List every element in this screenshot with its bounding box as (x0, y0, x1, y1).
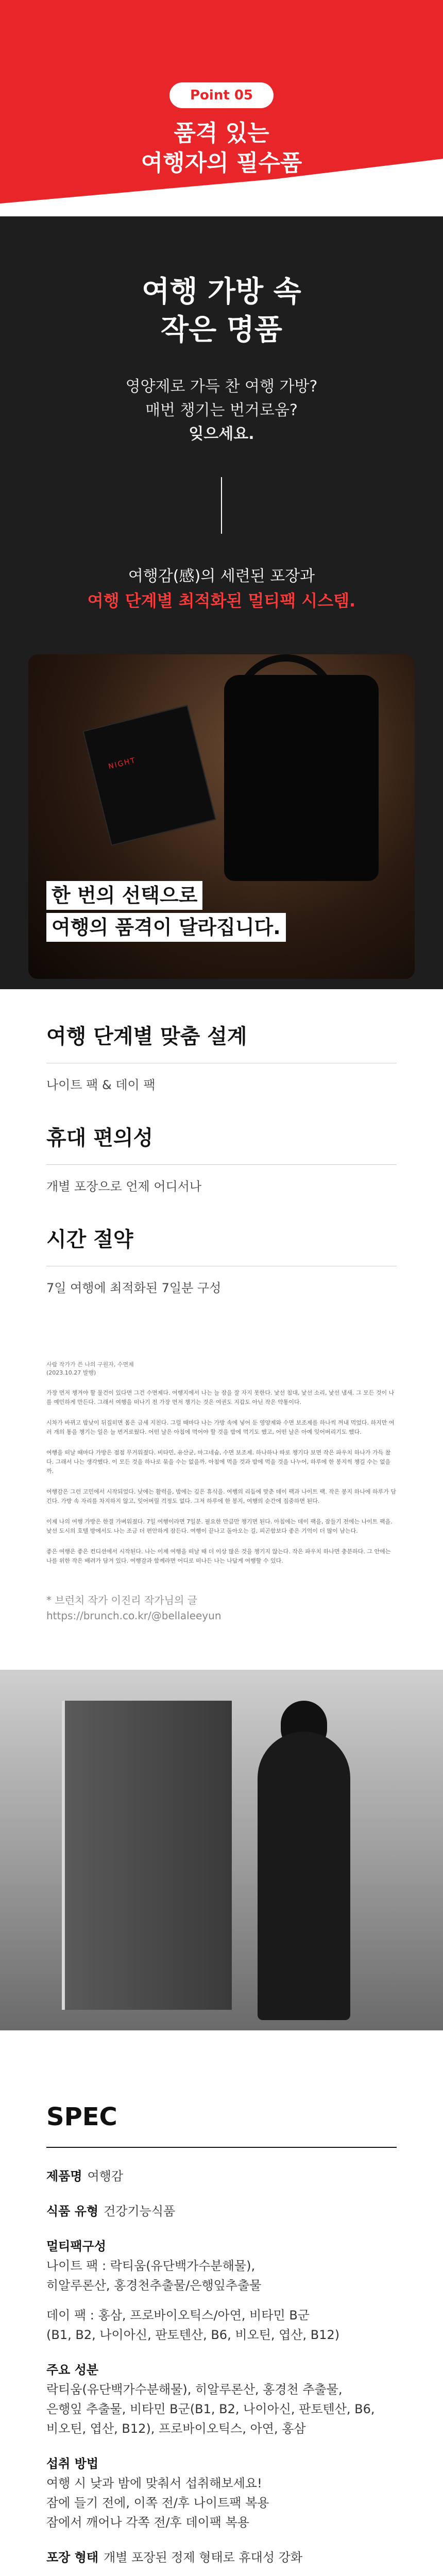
feature-title: 여행 단계별 맞춤 설계 (46, 1025, 247, 1048)
story-paragraph: 이제 나의 여행 가방은 한결 가벼워졌다. 7일 여행이라면 7일분. 필요한 만큼만 챙기면 된다. 아침에는 데이 팩을, 잠들기 전에는 나이트 팩을. 낯선 도시의 호텔 방에서도 나는 조금 더 편안하게 잠든다. 여행이 끝나고 돌아오는 길, 피곤함보다 좋은 기억이 더 많이 남는다. (46, 1518, 393, 1534)
feature-item (46, 1223, 397, 1296)
spec-row (46, 2201, 397, 2221)
spec-value: 비오틴, 엽산, B12), 프로바이오틱스, 아연, 홍삼 (46, 2421, 306, 2436)
spec-section (0, 2030, 443, 2576)
spec-value: 잠에서 깨어나 각쪽 전/후 데이팩 복용 (46, 2515, 249, 2530)
intro-question-line1: 영양제로 가득 찬 여행 가방? (125, 378, 318, 396)
point-badge: Point 05 (169, 82, 274, 108)
spec-divider (46, 2147, 397, 2148)
spec-key: 제품명 (46, 2169, 82, 2183)
night-pouch (82, 705, 216, 846)
spec-value: 나이트 팩 : 락티움(유단백가수분해물), (46, 2259, 255, 2273)
intro-para-line2: 여행 단계별 최적화된 멀티팩 시스템. (87, 591, 356, 611)
spec-value: 은행잎 추출물, 비타민 B군(B1, B2, 나이아신, 판토텐산, B6, (46, 2402, 375, 2416)
spec-row (46, 2454, 397, 2532)
feature-desc: 나이트 팩 & 데이 팩 (46, 1078, 156, 1092)
intro-question (21, 375, 422, 446)
spec-key: 포장 형태 (46, 2550, 99, 2565)
bag-shape (224, 675, 379, 881)
photo-caption-line1: 한 번의 선택으로 (46, 881, 202, 910)
story-meta (46, 1361, 397, 1377)
story-paragraph: 좋은 여행은 좋은 컨디션에서 시작된다. 나는 이제 여행을 떠날 때 더 이상 많은 것을 챙기지 않는다. 작은 파우치 하나면 충분하다. 그 안에는 나를 위한 작은 배려가 담겨 있다. 여행감과 함께라면 어디로 떠나든 나는 나답게 여행할 수 있다. (46, 1548, 391, 1564)
story-paragraph: 가장 먼저 챙겨야 할 물건이 있다면 그건 수면제다. 여행지에서 나는 늘 잠을 잘 자지 못한다. 낯선 침대, 낯선 소리, 낯선 냄새. 그 모든 것이 나를 예민하게 만든다. 그래서 여행을 떠나기 전 가장 먼저 챙기는 것은 여권도 지갑도 아닌 작은 약통이다. (46, 1389, 395, 1405)
intro-question-line2: 매번 챙기는 번거로움? (145, 401, 298, 419)
spec-value: 건강기능식품 (104, 2204, 176, 2218)
spec-value: 여행 시 낮과 밤에 맞춰서 섭취해보세요! (46, 2476, 262, 2490)
features-section (0, 989, 443, 1340)
pouch-label: NIGHT (107, 756, 137, 771)
point-title-line1: 품격 있는 (174, 120, 269, 146)
story-meta-line1: 사람 작가가 쓴 나의 구원자, 수면제 (46, 1361, 134, 1368)
spec-value: (B1, B2, 나이아신, 판토텐산, B6, 비오틴, 엽산, B12) (46, 2328, 340, 2342)
spec-title: SPEC (46, 2103, 117, 2131)
vertical-divider (221, 477, 222, 534)
mirror-shape (62, 1701, 232, 2010)
spec-row (46, 2236, 397, 2345)
mirror-photo (0, 1670, 443, 2030)
feature-title: 휴대 편의성 (46, 1126, 154, 1150)
spec-key: 섭취 방법 (46, 2456, 99, 2471)
story-paragraph: 시차가 바뀌고 밤낮이 뒤집히면 몸은 금세 지친다. 그럴 때마다 나는 가방 속에 넣어 둔 영양제와 수면 보조제를 하나씩 꺼내 먹었다. 하지만 여러 개의 통을 챙기는 일은 늘 번거로웠다. 어떤 날은 아침에 먹어야 할 것을 밤에 먹기도 했고, 어떤 날은 아예 잊어버리기도 했다. (46, 1419, 395, 1435)
story-section (0, 1340, 443, 1587)
point-title (0, 118, 443, 178)
intro-heading-line1: 여행 가방 속 (142, 275, 301, 309)
intro-question-line3: 잊으세요. (189, 425, 254, 443)
spec-value: 여행감 (87, 2169, 124, 2183)
spec-value: 데이 팩 : 홍삼, 프로바이오틱스/아연, 비타민 B군 (46, 2308, 310, 2323)
person-silhouette (258, 1732, 350, 2020)
intro-heading-line2: 작은 명품 (161, 313, 282, 347)
spec-key: 주요 성분 (46, 2363, 99, 2377)
point-title-line2: 여행자의 필수품 (141, 150, 302, 176)
spec-value (46, 2295, 397, 2306)
feature-desc: 7일 여행에 최적화된 7일분 구성 (46, 1281, 222, 1295)
feature-item (46, 1122, 397, 1194)
feature-title: 시간 절약 (46, 1228, 133, 1251)
spec-key: 식품 유형 (46, 2204, 99, 2218)
spec-value: 락티움(유단백가수분해물), 히알루론산, 홍경천 추출물, (46, 2382, 343, 2397)
spec-row (46, 2548, 397, 2567)
spec-value: 개별 포장된 정제 형태로 휴대성 강화 (104, 2550, 302, 2565)
story-paragraph: 여행을 떠날 때마다 가방은 점점 무거워졌다. 비타민, 유산균, 마그네슘, 수면 보조제. 하나하나 따로 챙기다 보면 작은 파우치 하나가 가득 찼다. 그래서 나는 생각했다. 이 모든 것을 하나로 묶을 수는 없을까. 아침에 먹을 것과 밤에 먹을 것을 나누어, 하루에 한 봉지씩 챙길 수는 없을까. (46, 1449, 391, 1475)
intro-heading (21, 273, 422, 349)
author-credit (0, 1587, 443, 1670)
point-banner (0, 0, 443, 216)
credit-link[interactable]: https://brunch.co.kr/@bellaleeyun (46, 1609, 222, 1622)
feature-desc: 개별 포장으로 언제 어디서나 (46, 1179, 202, 1194)
feature-divider (46, 1164, 397, 1165)
spec-row (46, 2360, 397, 2438)
spec-value: 히알루론산, 홍경천추출물/은행잎추출물 (46, 2278, 262, 2293)
feature-item (46, 1020, 397, 1093)
spec-key: 멀티팩구성 (46, 2239, 106, 2253)
photo-caption-line2: 여행의 품격이 달라집니다. (46, 913, 286, 942)
intro-section (0, 216, 443, 654)
spec-rows (46, 2166, 397, 2567)
credit-line: * 브런치 작가 이진리 작가님의 글 (46, 1594, 197, 1606)
story-meta-line2: (2023.10.27 발행) (46, 1369, 96, 1376)
spec-value: 잠에 들기 전에, 이쪽 전/후 나이트팩 복용 (46, 2496, 269, 2510)
photo-caption (46, 881, 286, 942)
intro-para-line1: 여행감(感)의 세련된 포장과 (128, 567, 315, 585)
story-paragraph: 여행감은 그런 고민에서 시작되었다. 낮에는 활력을, 밤에는 깊은 휴식을. 여행의 리듬에 맞춘 데이 팩과 나이트 팩. 작은 봉지 하나에 하루가 담긴다. 가방 속 자리를 차지하지 않고, 잊어버릴 걱정도 없다. 그저 하루에 한 봉지, 여행의 순간에 집중하면 된다. (46, 1488, 396, 1504)
bag-photo-section (0, 654, 443, 989)
spec-row (46, 2166, 397, 2186)
